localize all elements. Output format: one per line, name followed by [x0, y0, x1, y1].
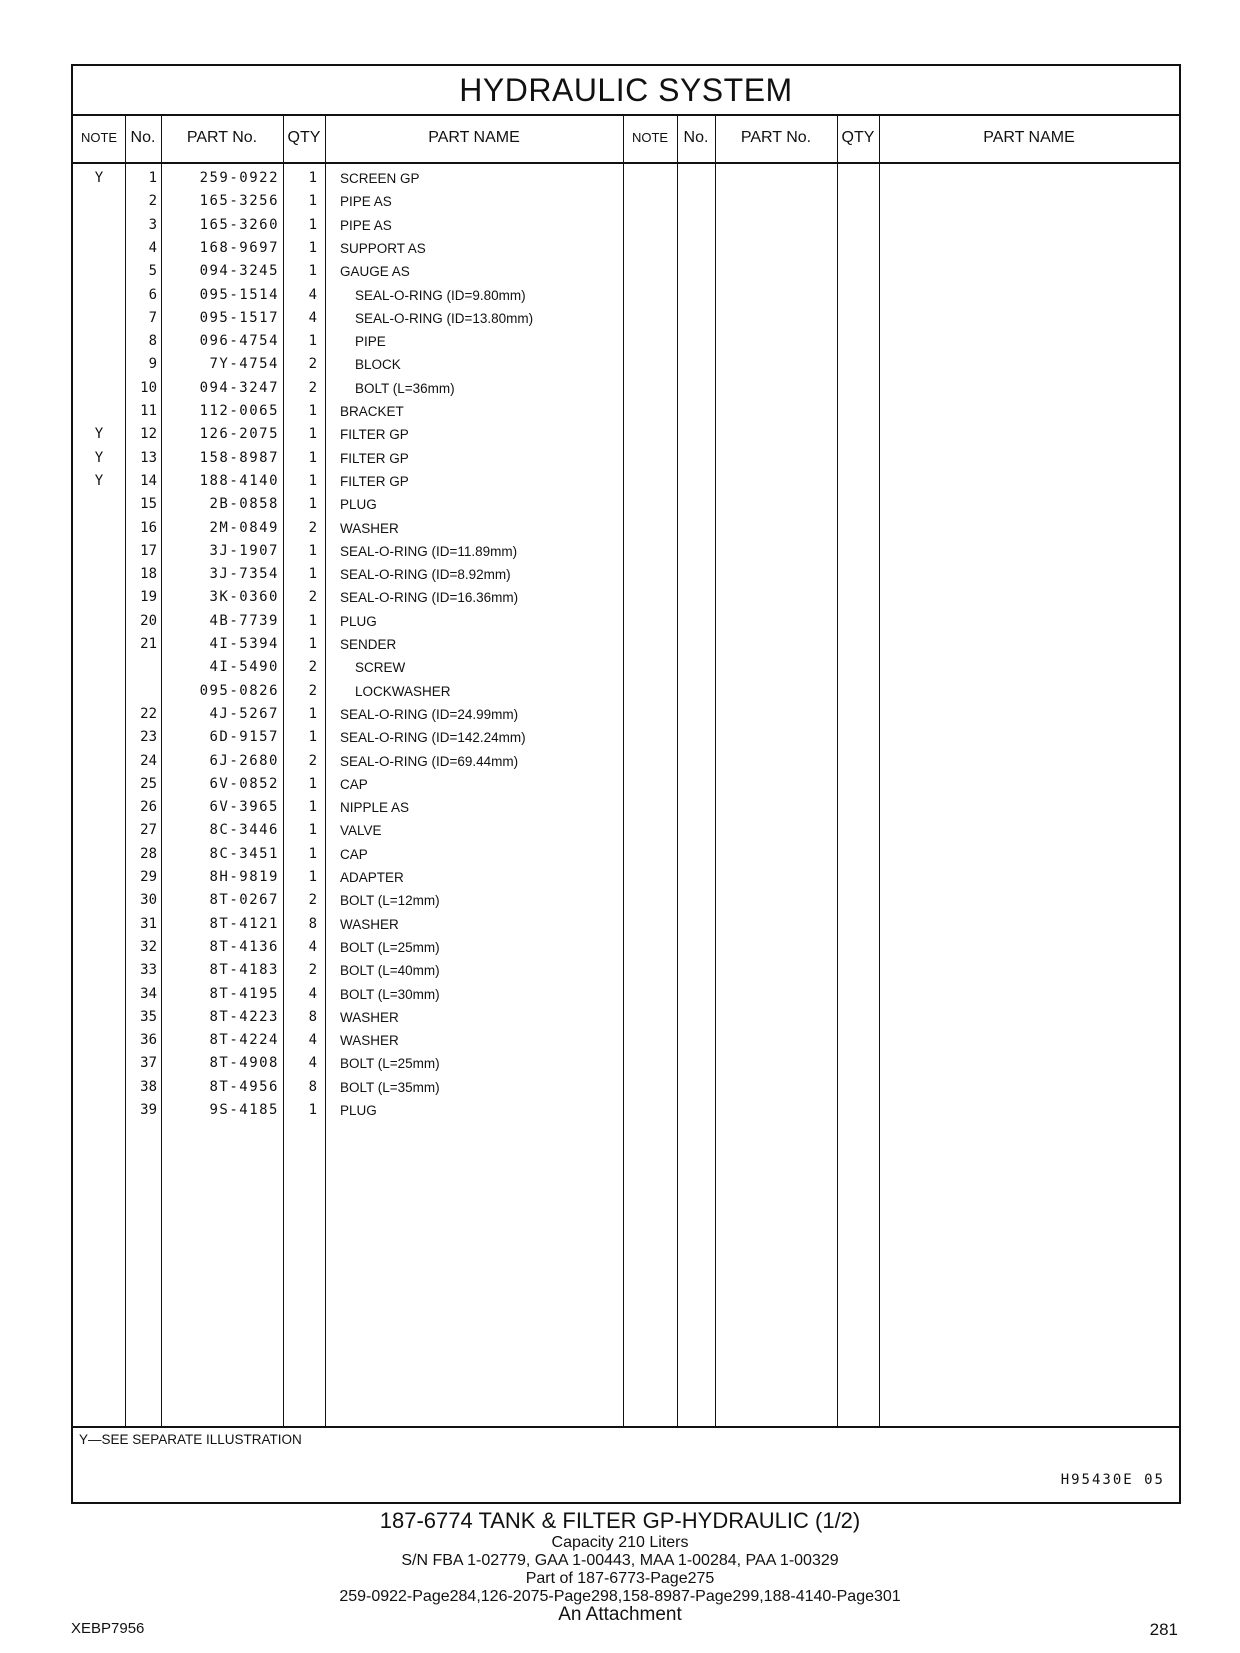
row-part-name: GAUGE AS	[340, 264, 410, 280]
row-part-name: BOLT (L=25mm)	[340, 939, 440, 955]
row-number: 20	[140, 612, 157, 629]
header-note-right: NOTE	[631, 130, 669, 145]
table-row	[73, 959, 1179, 982]
row-quantity: 2	[308, 752, 317, 769]
row-quantity: 4	[308, 1055, 317, 1072]
row-part-number: 3J-1907	[209, 542, 279, 559]
table-row	[73, 610, 1179, 633]
row-quantity: 1	[308, 449, 317, 466]
row-part-number: 8T-4183	[209, 962, 279, 979]
table-row	[73, 680, 1179, 703]
row-part-number: 6V-0852	[209, 775, 279, 792]
row-number: 22	[140, 705, 157, 722]
table-row	[73, 656, 1179, 679]
row-number: 1	[148, 170, 157, 186]
table-row	[73, 819, 1179, 842]
table-row	[73, 190, 1179, 213]
row-number: 11	[140, 403, 157, 419]
row-quantity: 2	[308, 659, 317, 676]
table-row	[73, 493, 1179, 516]
table-row	[73, 540, 1179, 563]
table-row	[73, 1099, 1179, 1122]
row-number: 21	[140, 636, 157, 652]
table-row	[73, 586, 1179, 609]
table-row	[73, 633, 1179, 656]
row-part-number: 095-1514	[199, 286, 279, 303]
row-part-number: 8T-4908	[209, 1055, 279, 1072]
row-quantity: 2	[308, 962, 317, 979]
row-quantity: 1	[308, 705, 317, 722]
footer-divider	[73, 1426, 1179, 1428]
row-part-number: 6V-3965	[209, 799, 279, 816]
row-quantity: 1	[308, 566, 317, 583]
row-note: Y	[94, 426, 104, 443]
row-number: 18	[140, 566, 157, 583]
table-row	[73, 260, 1179, 283]
row-part-name: SCREW	[355, 660, 406, 676]
row-quantity: 1	[308, 542, 317, 559]
table-row	[73, 377, 1179, 400]
table-row	[73, 726, 1179, 749]
row-quantity: 1	[308, 845, 317, 862]
row-part-number: 8T-0267	[209, 892, 279, 909]
row-part-name: CAP	[340, 776, 368, 792]
table-row	[73, 703, 1179, 726]
row-part-name: PIPE AS	[340, 194, 392, 210]
caption-serials: S/N FBA 1-02779, GAA 1-00443, MAA 1-00284, PAA 1-00329	[401, 1552, 839, 1569]
row-part-name: ADAPTER	[340, 870, 404, 885]
row-part-number: 3K-0360	[209, 589, 279, 606]
row-part-name: BOLT (L=30mm)	[340, 986, 440, 1002]
row-number: 28	[140, 845, 157, 862]
row-part-number: 095-0826	[199, 682, 279, 699]
row-quantity: 2	[308, 519, 317, 536]
row-part-name: WASHER	[340, 1033, 399, 1049]
row-quantity: 1	[308, 636, 317, 652]
row-part-name: BOLT (L=36mm)	[355, 380, 455, 396]
row-part-name: SEAL-O-RING (ID=16.36mm)	[340, 590, 519, 606]
row-number: 23	[140, 729, 157, 746]
row-part-number: 8T-4195	[209, 985, 279, 1002]
table-row	[73, 237, 1179, 260]
row-part-name: PLUG	[340, 497, 377, 513]
row-part-name: CAP	[340, 846, 368, 862]
row-quantity: 1	[308, 496, 317, 513]
row-number: 19	[140, 589, 157, 606]
row-quantity: 1	[308, 729, 317, 746]
row-part-name: SEAL-O-RING (ID=11.89mm)	[340, 543, 518, 559]
row-part-number: 8T-4136	[209, 938, 279, 955]
row-part-name: PLUG	[340, 1103, 377, 1118]
table-row	[73, 423, 1179, 446]
row-number: 39	[140, 1102, 157, 1118]
table-row	[73, 889, 1179, 912]
row-number: 10	[140, 379, 157, 396]
row-quantity: 2	[308, 892, 317, 909]
row-quantity: 1	[308, 869, 317, 885]
row-part-number: 188-4140	[199, 472, 279, 489]
row-part-name: BRACKET	[340, 404, 404, 419]
row-part-name: SEAL-O-RING (ID=13.80mm)	[355, 310, 534, 326]
row-part-number: 4I-5394	[209, 636, 279, 652]
row-part-number: 096-4754	[199, 333, 279, 350]
table-row	[73, 563, 1179, 586]
row-quantity: 4	[308, 938, 317, 955]
row-part-number: 8H-9819	[209, 869, 279, 885]
row-quantity: 1	[308, 612, 317, 629]
row-number: 36	[140, 1032, 157, 1049]
table-row	[73, 750, 1179, 773]
row-part-name: SCREEN GP	[340, 171, 420, 186]
row-part-number: 165-3260	[199, 216, 279, 233]
row-quantity: 8	[308, 915, 317, 932]
row-part-name: WASHER	[340, 520, 399, 536]
row-part-name: PIPE	[355, 334, 386, 350]
row-number: 13	[140, 449, 157, 466]
row-part-number: 095-1517	[199, 309, 279, 326]
row-number: 32	[140, 938, 157, 955]
row-number: 2	[148, 193, 157, 210]
table-row	[73, 400, 1179, 423]
table-row	[73, 843, 1179, 866]
header-qty-left: QTY	[287, 129, 321, 146]
table-row	[73, 796, 1179, 819]
row-quantity: 1	[308, 426, 317, 443]
parts-list-frame	[71, 64, 1181, 1504]
row-number: 14	[140, 472, 157, 489]
row-part-number: 158-8987	[199, 449, 279, 466]
row-quantity: 4	[308, 1032, 317, 1049]
row-number: 17	[140, 542, 157, 559]
row-number: 6	[148, 286, 157, 303]
caption-attachment: An Attachment	[558, 1604, 682, 1625]
row-number: 3	[148, 216, 157, 233]
row-part-name: SEAL-O-RING (ID=142.24mm)	[340, 730, 526, 746]
row-part-number: 7Y-4754	[209, 356, 279, 373]
row-number: 5	[148, 263, 157, 280]
row-part-name: FILTER GP	[340, 450, 409, 466]
row-number: 30	[140, 892, 157, 909]
row-number: 34	[140, 985, 157, 1002]
row-note: Y	[94, 449, 104, 466]
row-part-number: 112-0065	[199, 403, 279, 419]
row-part-number: 6D-9157	[209, 729, 279, 746]
row-part-number: 9S-4185	[209, 1102, 279, 1118]
table-row	[73, 1006, 1179, 1029]
row-quantity: 4	[308, 286, 317, 303]
row-part-name: WASHER	[340, 1009, 399, 1025]
row-part-number: 2M-0849	[209, 519, 279, 536]
row-quantity: 2	[308, 356, 317, 373]
table-row	[73, 353, 1179, 376]
row-part-name: BOLT (L=35mm)	[340, 1079, 440, 1095]
caption-references: 259-0922-Page284,126-2075-Page298,158-8987-Page299,188-4140-Page301	[339, 1588, 901, 1605]
note-legend: Y—SEE SEPARATE ILLUSTRATION	[79, 1432, 302, 1447]
row-quantity: 1	[308, 822, 317, 839]
row-number: 38	[140, 1078, 157, 1095]
row-number: 7	[148, 309, 157, 326]
row-part-name: SEAL-O-RING (ID=24.99mm)	[340, 706, 519, 722]
row-part-name: BOLT (L=12mm)	[340, 893, 440, 909]
row-part-name: SEAL-O-RING (ID=8.92mm)	[340, 567, 511, 583]
row-part-number: 8C-3446	[209, 822, 279, 839]
row-note: Y	[94, 472, 104, 489]
row-quantity: 2	[308, 682, 317, 699]
row-number: 26	[140, 799, 157, 816]
row-part-name: BLOCK	[355, 357, 401, 373]
row-part-number: 2B-0858	[209, 496, 279, 513]
row-quantity: 1	[308, 170, 317, 186]
row-part-number: 8T-4956	[209, 1078, 279, 1095]
row-number: 8	[148, 333, 157, 350]
row-part-number: 8C-3451	[209, 845, 279, 862]
row-quantity: 1	[308, 403, 317, 419]
row-number: 37	[140, 1055, 157, 1072]
row-part-number: 165-3256	[199, 193, 279, 210]
row-part-name: VALVE	[340, 823, 382, 839]
row-part-number: 8T-4224	[209, 1032, 279, 1049]
header-qty-right: QTY	[841, 129, 875, 146]
row-part-name: PLUG	[340, 613, 377, 629]
row-part-name: BOLT (L=40mm)	[340, 963, 440, 979]
row-number: 4	[148, 239, 157, 256]
caption-part-of: Part of 187-6773-Page275	[525, 1570, 715, 1587]
row-quantity: 1	[308, 333, 317, 350]
table-row	[73, 866, 1179, 889]
table-row	[73, 1052, 1179, 1075]
drawing-code: H95430E 05	[1060, 1472, 1165, 1488]
row-quantity: 8	[308, 1078, 317, 1095]
table-row	[73, 983, 1179, 1006]
row-quantity: 1	[308, 1102, 317, 1118]
row-number: 35	[140, 1008, 157, 1025]
row-part-name: SENDER	[340, 637, 397, 652]
table-row	[73, 1029, 1179, 1052]
row-number: 15	[140, 496, 157, 513]
row-part-number: 6J-2680	[209, 752, 279, 769]
row-note: Y	[94, 170, 104, 186]
row-quantity: 1	[308, 263, 317, 280]
caption-title: 187-6774 TANK & FILTER GP-HYDRAULIC (1/2)	[379, 1508, 861, 1533]
row-number: 24	[140, 752, 157, 769]
row-part-number: 168-9697	[199, 239, 279, 256]
row-part-number: 094-3245	[199, 263, 279, 280]
row-part-name: FILTER GP	[340, 473, 409, 489]
row-quantity: 1	[308, 472, 317, 489]
row-part-number: 4I-5490	[209, 659, 279, 676]
row-number: 33	[140, 962, 157, 979]
table-row	[73, 773, 1179, 796]
row-part-name: BOLT (L=25mm)	[340, 1056, 440, 1072]
header-no-right: No.	[683, 129, 709, 146]
row-part-name: LOCKWASHER	[355, 683, 451, 699]
page-title: HYDRAULIC SYSTEM	[73, 66, 1179, 116]
header-note-left: NOTE	[80, 130, 118, 145]
row-part-name: SEAL-O-RING (ID=9.80mm)	[355, 287, 526, 303]
row-part-name: SUPPORT AS	[340, 240, 426, 256]
row-quantity: 4	[308, 309, 317, 326]
table-row	[73, 284, 1179, 307]
header-part-name-right: PART NAME	[983, 129, 1075, 146]
row-number: 31	[140, 915, 157, 932]
table-row	[73, 470, 1179, 493]
row-number: 27	[140, 822, 157, 839]
row-quantity: 1	[308, 775, 317, 792]
row-part-number: 4B-7739	[209, 612, 279, 629]
table-row	[73, 167, 1179, 190]
table-row	[73, 936, 1179, 959]
row-quantity: 1	[308, 216, 317, 233]
table-row	[73, 447, 1179, 470]
row-part-name: FILTER GP	[340, 427, 409, 443]
header-part-no-left: PART No.	[186, 129, 258, 146]
row-part-number: 259-0922	[199, 170, 279, 186]
row-part-number: 126-2075	[199, 426, 279, 443]
page-number: 281	[1149, 1620, 1178, 1639]
header-part-name-left: PART NAME	[428, 129, 520, 146]
row-number: 29	[140, 869, 157, 885]
document-id: XEBP7956	[71, 1620, 145, 1637]
row-quantity: 2	[308, 589, 317, 606]
caption-capacity: Capacity 210 Liters	[551, 1534, 689, 1551]
row-quantity: 1	[308, 239, 317, 256]
row-quantity: 1	[308, 193, 317, 210]
row-part-number: 4J-5267	[209, 705, 279, 722]
row-quantity: 8	[308, 1008, 317, 1025]
row-part-number: 094-3247	[199, 379, 279, 396]
header-no-left: No.	[130, 129, 156, 146]
row-part-number: 8T-4121	[209, 915, 279, 932]
row-part-number: 8T-4223	[209, 1008, 279, 1025]
table-row	[73, 330, 1179, 353]
table-header	[73, 114, 1179, 164]
row-quantity: 4	[308, 985, 317, 1002]
row-part-name: WASHER	[340, 916, 399, 932]
row-quantity: 2	[308, 379, 317, 396]
row-part-name: PIPE AS	[340, 217, 392, 233]
table-row	[73, 517, 1179, 540]
row-number: 9	[148, 356, 157, 373]
row-number: 12	[140, 426, 157, 443]
row-part-name: SEAL-O-RING (ID=69.44mm)	[340, 753, 519, 769]
row-number: 16	[140, 519, 157, 536]
row-part-number: 3J-7354	[209, 566, 279, 583]
table-row	[73, 1076, 1179, 1099]
row-number: 25	[140, 775, 157, 792]
row-part-name: NIPPLE AS	[340, 800, 410, 816]
table-row	[73, 913, 1179, 936]
row-quantity: 1	[308, 799, 317, 816]
table-row	[73, 307, 1179, 330]
header-part-no-right: PART No.	[740, 129, 812, 146]
table-row	[73, 214, 1179, 237]
